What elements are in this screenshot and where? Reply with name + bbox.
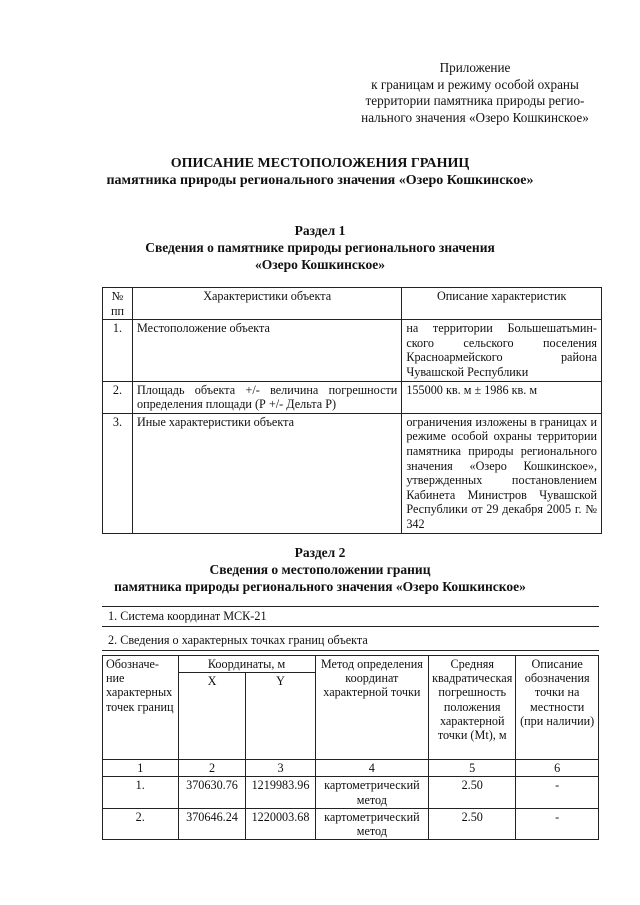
column-number: 1 [103, 760, 179, 777]
section2-heading [0, 544, 640, 595]
point-y: 1220003.68 [246, 808, 315, 839]
row-description: 155000 кв. м ± 1986 кв. м [402, 381, 602, 413]
num-header [103, 288, 133, 320]
appendix-line: Приложение [439, 60, 511, 75]
document-subtitle: памятника природы регионального значения «Озеро Кошкинское» [106, 173, 534, 188]
section1-title-line1: Сведения о памятнике природы регионального значения [145, 240, 495, 255]
point-method: картометрический метод [315, 777, 429, 808]
point-error: 2.50 [429, 777, 516, 808]
appendix-line: территории памятника природы регио- [365, 93, 585, 108]
coord-system-row: 1. Система координат МСК-21 [102, 606, 599, 627]
designation-header: Обозначе-ние характерных точек границ [103, 656, 179, 760]
table-row [103, 413, 602, 533]
table-row [103, 381, 602, 413]
row-number: 1. [103, 320, 133, 381]
row-characteristic: Площадь объекта +/- величина погрешности определения площади (Р +/- Дельта Р) [132, 381, 401, 413]
column-number: 5 [429, 760, 516, 777]
column-number-row [103, 760, 599, 777]
description-header: Описание характеристик [402, 288, 602, 320]
point-error: 2.50 [429, 808, 516, 839]
table-header-row [103, 656, 599, 673]
coordinates-header: Координаты, м [178, 656, 315, 673]
point-x: 370646.24 [178, 808, 246, 839]
column-number: 6 [516, 760, 599, 777]
row-characteristic: Иные характеристики объекта [132, 413, 401, 533]
point-id: 1. [103, 777, 179, 808]
num-header-line1: № [111, 289, 124, 303]
point-y: 1219983.96 [246, 777, 315, 808]
row-number: 2. [103, 381, 133, 413]
y-header: Y [246, 673, 315, 760]
row-description: ограничения изложены в границах и режиме особой охраны территории памятника природы регионального значения «Озеро Кошкинское», утвержденных постановлением Кабинета Министров Чувашской Республики от 29 декабря 2005 г. № 342 [402, 413, 602, 533]
column-number: 4 [315, 760, 429, 777]
appendix-line: нального значения «Озеро Кошкинское» [361, 109, 589, 125]
point-description-header: Описание обозначения точки на местности (при наличии) [516, 656, 599, 760]
table-row [103, 320, 602, 381]
method-header: Метод определения координат характерной точки [315, 656, 429, 760]
section1-title-line2: «Озеро Кошкинское» [255, 257, 385, 272]
point-method: картометрический метод [315, 808, 429, 839]
appendix-note [340, 60, 610, 126]
table-header-row [103, 288, 602, 320]
characteristics-header: Характеристики объекта [132, 288, 401, 320]
row-number: 3. [103, 413, 133, 533]
section1-label: Раздел 1 [294, 223, 346, 238]
table-row [103, 777, 599, 808]
error-header: Средняя квадратическая погрешность положения характерной точки (Mt), м [429, 656, 516, 760]
document-title: ОПИСАНИЕ МЕСТОПОЛОЖЕНИЯ ГРАНИЦ [170, 156, 470, 171]
row-characteristic: Местоположение объекта [132, 320, 401, 381]
document-heading [0, 155, 640, 189]
point-description: - [516, 777, 599, 808]
appendix-line: к границам и режиму особой охраны [371, 76, 579, 92]
point-description: - [516, 808, 599, 839]
column-number: 2 [178, 760, 246, 777]
points-caption-row: 2. Сведения о характерных точках границ объекта [102, 631, 599, 651]
row-description: на территории Большешатьмин-ского сельского поселения Красноармейского района Чувашской Республики [402, 320, 602, 381]
section2-label: Раздел 2 [294, 545, 346, 560]
section1-heading [0, 222, 640, 273]
column-number: 3 [246, 760, 315, 777]
object-info-table [102, 287, 602, 534]
section2-title-line1: Сведения о местоположении границ [209, 562, 431, 577]
num-header-line2: пп [110, 303, 124, 318]
x-header: X [178, 673, 246, 760]
table-row [103, 808, 599, 839]
boundary-points-table [102, 655, 599, 840]
point-id: 2. [103, 808, 179, 839]
point-x: 370630.76 [178, 777, 246, 808]
section2-title-line2: памятника природы регионального значения «Озеро Кошкинское» [114, 579, 526, 594]
